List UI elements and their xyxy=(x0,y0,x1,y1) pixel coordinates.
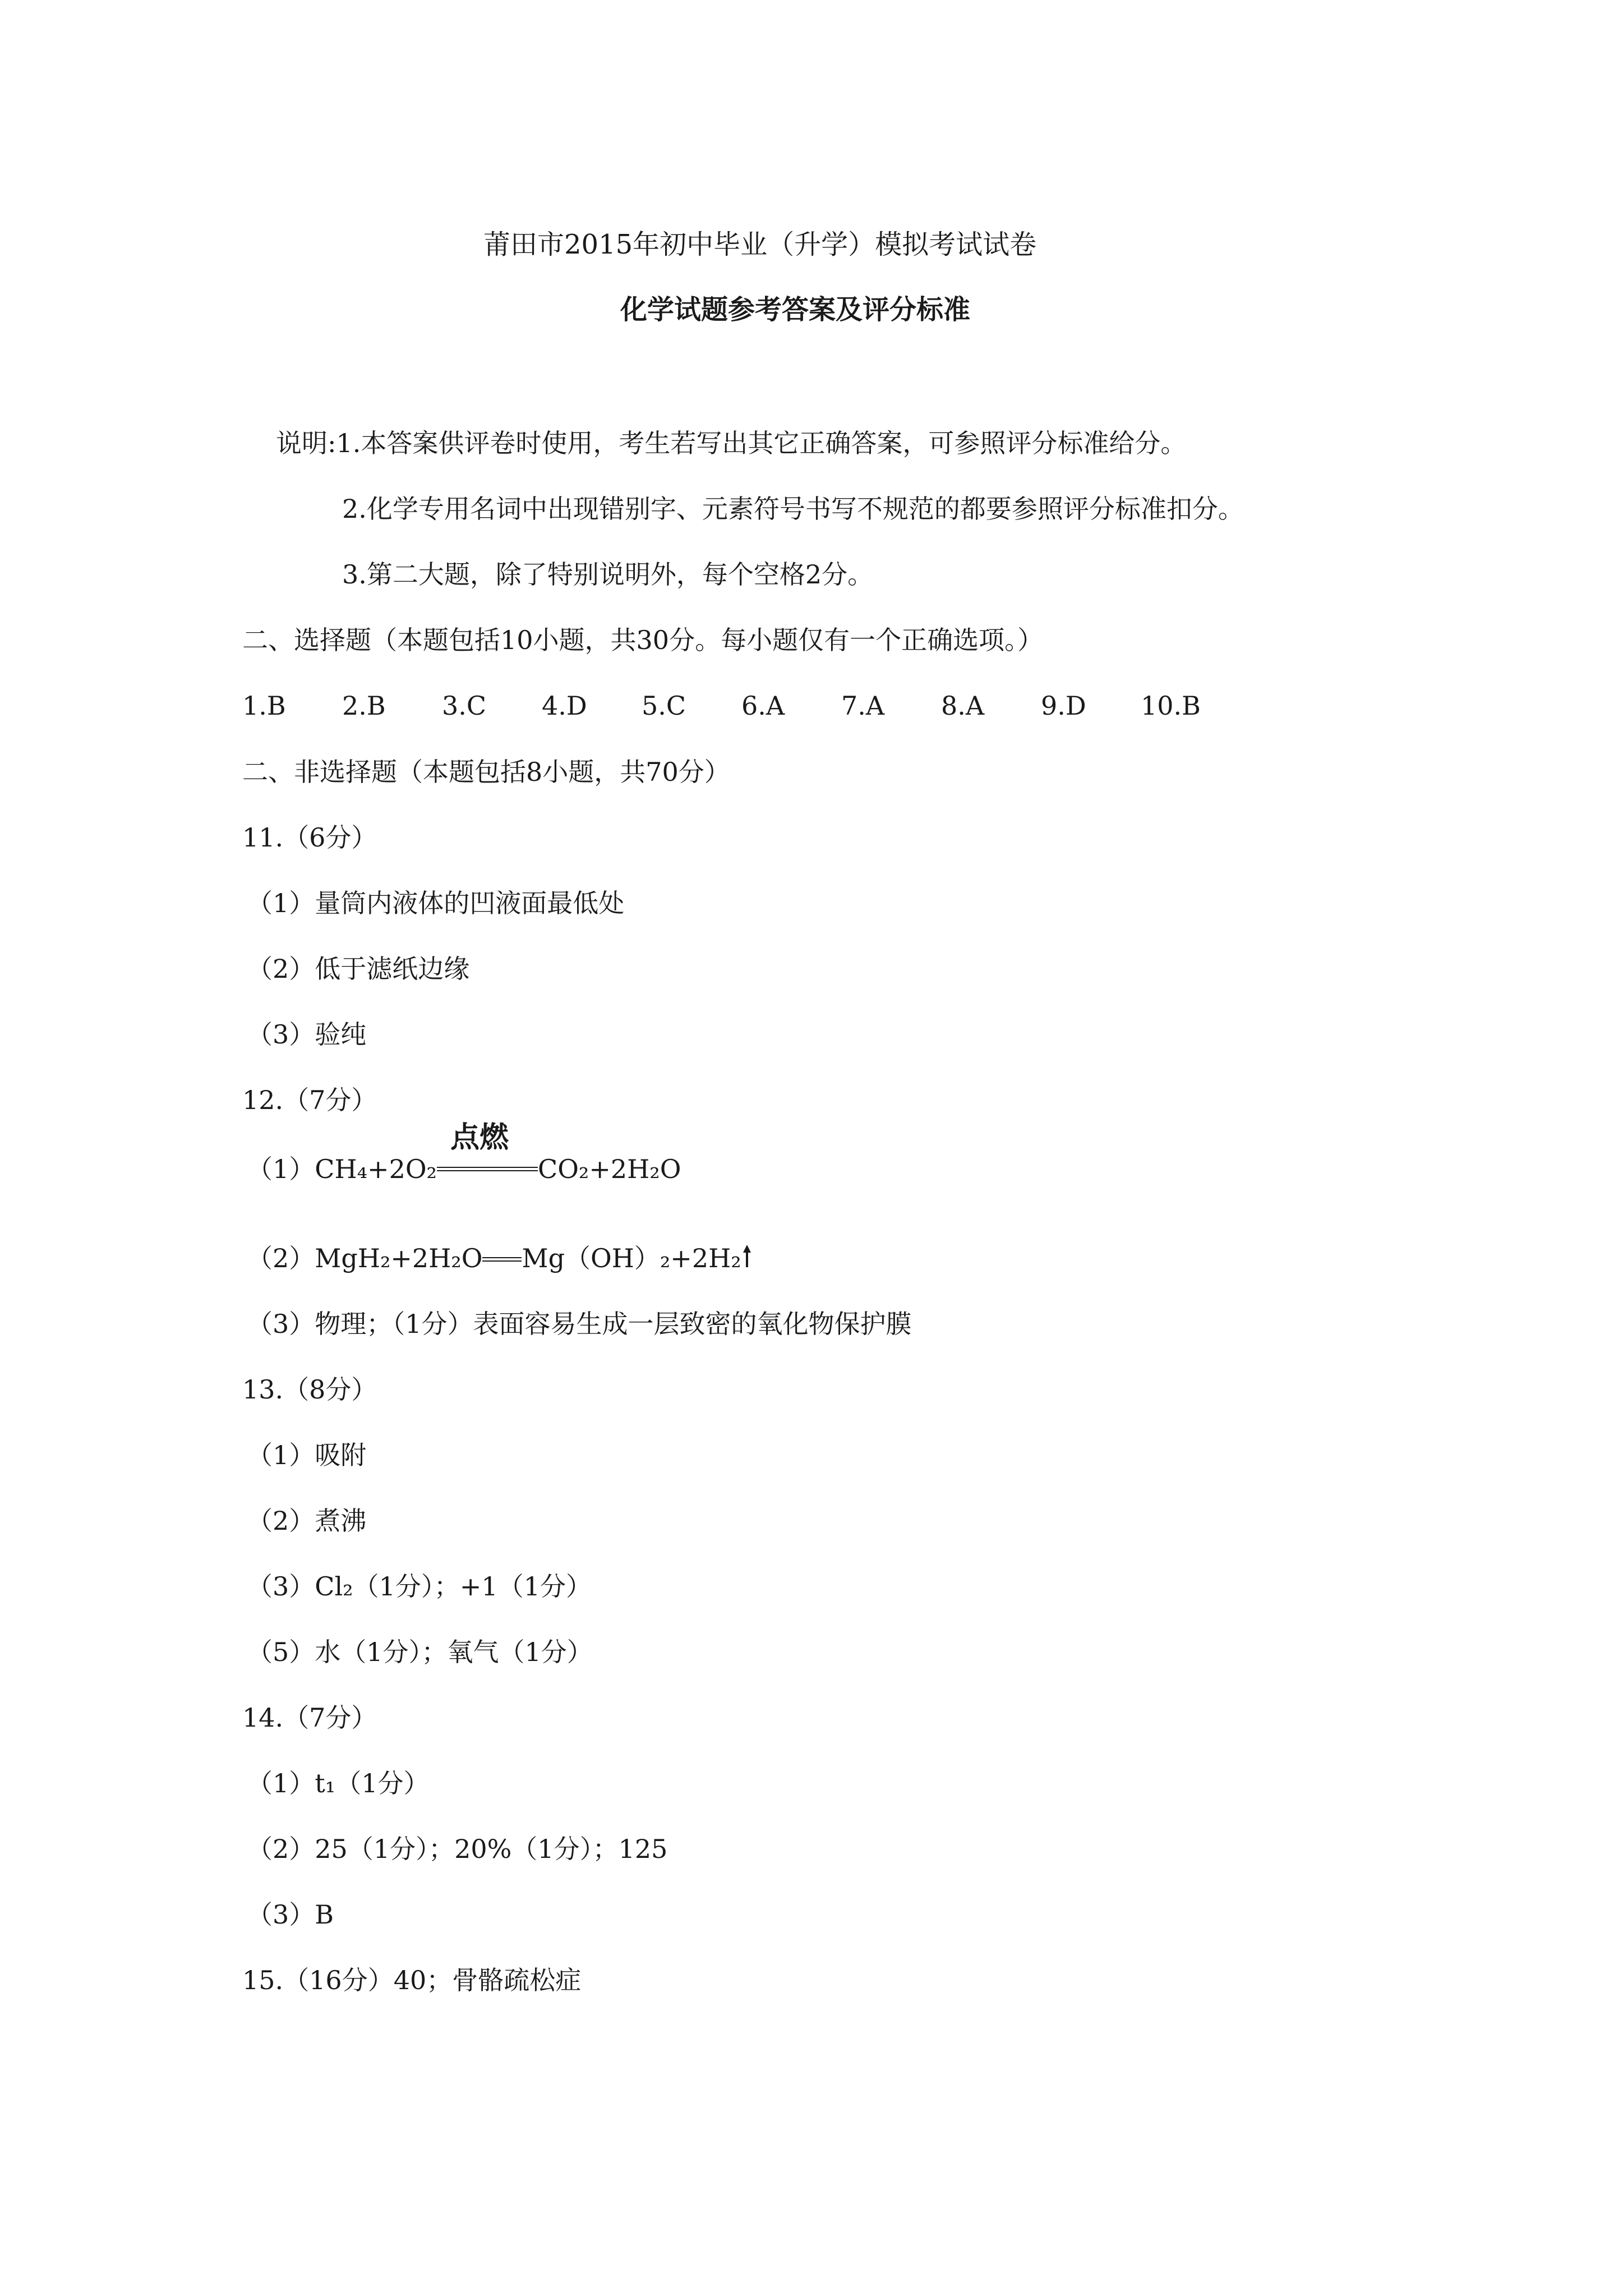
q11-answer-1: （1）量筒内液体的凹液面最低处 xyxy=(247,888,625,918)
choice-answer: 4.D xyxy=(542,691,587,721)
q12-answer-1 xyxy=(247,1121,681,1186)
q12-a2-prefix: （2） xyxy=(247,1243,315,1273)
double-line-icon xyxy=(437,1167,538,1171)
section2-heading: 二、非选择题（本题包括8小题，共70分） xyxy=(242,757,730,787)
q12-a2-products: Mg（OH）₂+2H₂ xyxy=(522,1243,741,1273)
q12-answer-3: （3）物理；（1分）表面容易生成一层致密的氧化物保护膜 xyxy=(247,1309,912,1339)
q13-answer-5: （5）水（1分）；氧气（1分） xyxy=(247,1637,593,1667)
q11-answer-2: （2）低于滤纸边缘 xyxy=(247,954,470,984)
q13-answer-2: （2）煮沸 xyxy=(247,1506,367,1536)
condition-label: 点燃 xyxy=(450,1121,509,1154)
choice-answer: 9.D xyxy=(1041,691,1086,721)
note-2: 2.化学专用名词中出现错别字、元素符号书写不规范的都要参照评分标准扣分。 xyxy=(342,494,1244,524)
choice-answer: 1.B xyxy=(242,691,286,721)
q14-answer-3: （3）B xyxy=(247,1899,334,1930)
choice-answer: 8.A xyxy=(941,691,985,721)
choice-answer: 3.C xyxy=(442,691,487,721)
q12-a2-reactants: MgH₂+2H₂O xyxy=(315,1243,483,1273)
note-3: 3.第二大题，除了特别说明外，每个空格2分。 xyxy=(342,559,874,590)
choice-answer: 5.C xyxy=(642,691,686,721)
note-1: 说明:1.本答案供评卷时使用，考生若写出其它正确答案，可参照评分标准给分。 xyxy=(276,428,1187,458)
q12-title: 12.（7分） xyxy=(242,1085,377,1115)
q12-a1-products: CO₂+2H₂O xyxy=(538,1154,681,1184)
q12-a1-prefix: （1） xyxy=(247,1154,315,1184)
choice-answer: 6.A xyxy=(741,691,785,721)
q12-a1-reactants: CH₄+2O₂ xyxy=(315,1154,437,1184)
gas-up-arrow-icon xyxy=(741,1241,753,1275)
q11-title: 11.（6分） xyxy=(242,822,377,853)
page-subtitle: 化学试题参考答案及评分标准 xyxy=(620,294,971,325)
q12-answer-2 xyxy=(247,1241,753,1275)
q13-answer-1: （1）吸附 xyxy=(247,1440,367,1470)
choice-answer: 7.A xyxy=(841,691,885,721)
q15-title: 15.（16分）40；骨骼疏松症 xyxy=(242,1965,582,1995)
page-title: 莆田市2015年初中毕业（升学）模拟考试试卷 xyxy=(483,229,1037,260)
q14-title: 14.（7分） xyxy=(242,1703,377,1733)
q13-answer-3: （3）Cl₂（1分）；+1（1分） xyxy=(247,1571,592,1602)
q14-answer-2: （2）25（1分）；20%（1分）；125 xyxy=(247,1834,668,1864)
choice-answer: 2.B xyxy=(342,691,386,721)
choice-answer: 10.B xyxy=(1141,691,1201,721)
equals-sign-icon xyxy=(482,1241,522,1275)
q14-answer-1: （1）t₁（1分） xyxy=(247,1768,430,1798)
reaction-condition xyxy=(437,1121,538,1186)
q13-title: 13.（8分） xyxy=(242,1374,377,1405)
q11-answer-3: （3）验纯 xyxy=(247,1019,367,1050)
section1-heading: 二、选择题（本题包括10小题，共30分。每小题仅有一个正确选项。） xyxy=(242,625,1044,655)
